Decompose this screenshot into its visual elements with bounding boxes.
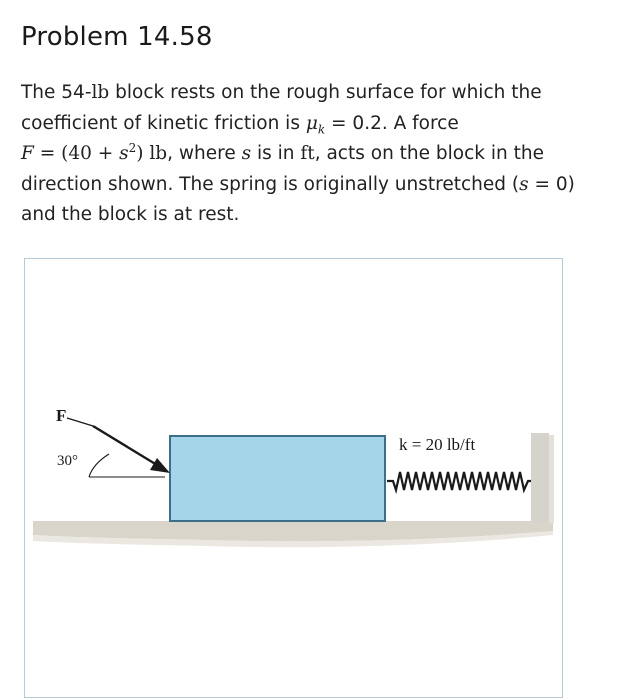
spring-constant-label: k = 20 lb/ft [399, 435, 476, 454]
problem-title: Problem 14.58 [21, 22, 213, 52]
spring [387, 472, 531, 490]
problem-statement [21, 78, 611, 231]
force-arrow-tail [67, 418, 93, 426]
block [170, 436, 385, 521]
wall [531, 433, 549, 523]
angle-label: 30° [57, 453, 78, 469]
statement-line-5: and the block is at rest. [21, 204, 240, 225]
statement-line-4: direction shown. The spring is originally unstretched (s = 0) [21, 173, 575, 195]
force-arrow-head [150, 458, 170, 473]
problem-figure [24, 258, 563, 698]
statement-line-2: coefficient of kinetic friction is $\mu_k = 0.2$. A force [21, 112, 459, 137]
wall-shadow [549, 435, 554, 523]
force-label: F [56, 406, 67, 425]
statement-line-1: The 54-lb block rests on the rough surface for which the [21, 82, 542, 103]
angle-arc [89, 454, 109, 477]
statement-line-3: $F = (40 + s^2)$ lb, where s is in ft, acts on the block in the [21, 140, 544, 164]
